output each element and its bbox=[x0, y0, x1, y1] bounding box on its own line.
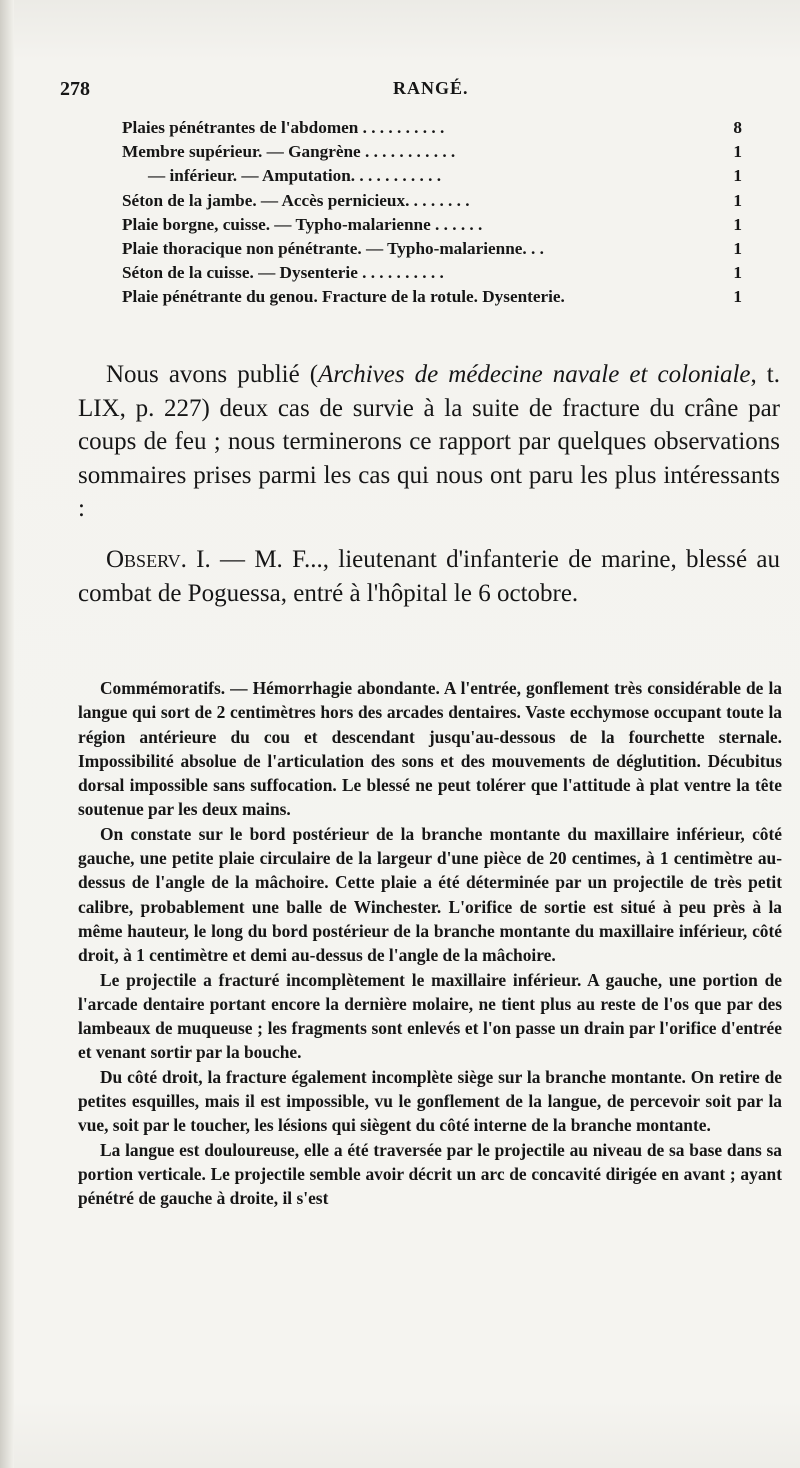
list-item bbox=[122, 191, 742, 215]
list-item-text: Plaie borgne, cuisse. — Typho-malarienne . . . . . . bbox=[122, 214, 483, 234]
list-item bbox=[122, 239, 742, 263]
page-gutter-shadow bbox=[0, 0, 14, 1468]
page-header bbox=[60, 78, 750, 108]
list-item-text: Membre supérieur. — Gangrène . . . . . . . . . . . bbox=[122, 142, 456, 162]
list-item-count: 1 bbox=[733, 263, 742, 283]
list-item-count: 1 bbox=[733, 238, 742, 258]
intro-text-after: , t. LIX, p. 227) deux cas de survie à la suite de fracture du crâne par coups de feu ; nous terminerons ce rapport par quelques observations sommaires prises parmi les cas qui nous ont paru les plus intéressants : bbox=[78, 361, 781, 522]
running-title: RANGÉ. bbox=[393, 78, 469, 98]
list-item bbox=[122, 142, 742, 166]
intro-paragraph bbox=[78, 358, 780, 526]
paragraph: Du côté droit, la fracture également incomplète siège sur la branche montante. On retire de petites esquilles, mais il est impossible, vu le gonflement de la langue, de percevoir soit par la vue, soit par le toucher, les lésions qui siègent du côté interne de la branche montante. bbox=[78, 1066, 782, 1136]
paragraph: Le projectile a fracturé incomplètement le maxillaire inférieur. A gauche, une portion de l'arcade dentaire portant encore la dernière molaire, ne tient plus au reste de l'os que par des lambeaux de muqueuse ; les fragments sont enlevés et l'on passe un drain par l'orifice d'entrée et venant sortir par la bouche. bbox=[78, 969, 782, 1063]
list-item bbox=[122, 166, 742, 190]
paragraph: On constate sur le bord postérieur de la branche montante du maxillaire inférieur, côté gauche, une petite plaie circulaire de la largeur d'une pièce de 20 centimes, à 1 centimètre au-dessus de l'angle de la mâchoire. Cette plaie a été déterminée par un projectile de très petit calibre, probablement une balle de Winchester. L'orifice de sortie est situé à peu près à la même hauteur, le long du bord postérieur de la branche montante du maxillaire inférieur, côté droit, à 1 centimètre et demi au-dessus de l'angle de la mâchoire. bbox=[78, 823, 782, 966]
observation-label: Observ. I. bbox=[106, 546, 211, 573]
observation-text: — M. F..., lieutenant d'infanterie de marine, blessé au combat de Poguessa, entré à l'hôpital le 6 octobre. bbox=[78, 546, 780, 607]
list-item bbox=[122, 215, 742, 239]
list-item-text: Plaie pénétrante du genou. Fracture de la rotule. Dysenterie. bbox=[122, 287, 565, 307]
list-item-text: Séton de la jambe. — Accès pernicieux. . . . . . . . bbox=[122, 190, 470, 210]
observation-heading bbox=[78, 543, 780, 610]
list-item-count: 1 bbox=[733, 166, 742, 186]
list-item-count: 1 bbox=[733, 214, 742, 234]
list-item-text: — inférieur. — Amputation. . . . . . . . . . . bbox=[148, 166, 441, 186]
wound-case-list bbox=[122, 118, 742, 312]
list-item-count: 8 bbox=[733, 118, 742, 137]
list-item bbox=[122, 118, 742, 142]
case-body bbox=[78, 676, 782, 1211]
paragraph: Commémoratifs. — Hémorrhagie abondante. A l'entrée, gonflement très considérable de la langue qui sort de 2 centimètres hors des arcades dentaires. Vaste ecchymose occupant toute la région antérieure du cou et descendant jusqu'au-dessous de la fourchette sternale. Impossibilité absolue de l'articulation des sons et des mouvements de déglutition. Décubitus dorsal impossible sans suffocation. Le blessé ne peut tolérer que l'attitude à plat ventre la tête soutenue par les deux mains. bbox=[78, 678, 782, 820]
journal-title: Archives de médecine navale et coloniale bbox=[318, 361, 751, 388]
intro-text-before: Nous avons publié ( bbox=[106, 361, 319, 388]
list-item bbox=[122, 263, 742, 287]
list-item-text: Plaies pénétrantes de l'abdomen . . . . . . . . . . bbox=[122, 118, 445, 137]
list-item-count: 1 bbox=[733, 287, 742, 307]
list-item-count: 1 bbox=[733, 190, 742, 210]
page-number: 278 bbox=[60, 78, 90, 100]
list-item-text: Plaie thoracique non pénétrante. — Typho-malarienne. . . bbox=[122, 238, 544, 258]
list-item-text: Séton de la cuisse. — Dysenterie . . . . . . . . . . bbox=[122, 263, 444, 283]
list-item bbox=[122, 287, 742, 311]
paragraph: La langue est douloureuse, elle a été traversée par le projectile au niveau de sa base dans sa portion verticale. Le projectile semble avoir décrit un arc de concavité dirigée en avant ; ayant pénétré de gauche à droite, il s'est bbox=[78, 1139, 782, 1209]
list-item-count: 1 bbox=[733, 142, 742, 162]
